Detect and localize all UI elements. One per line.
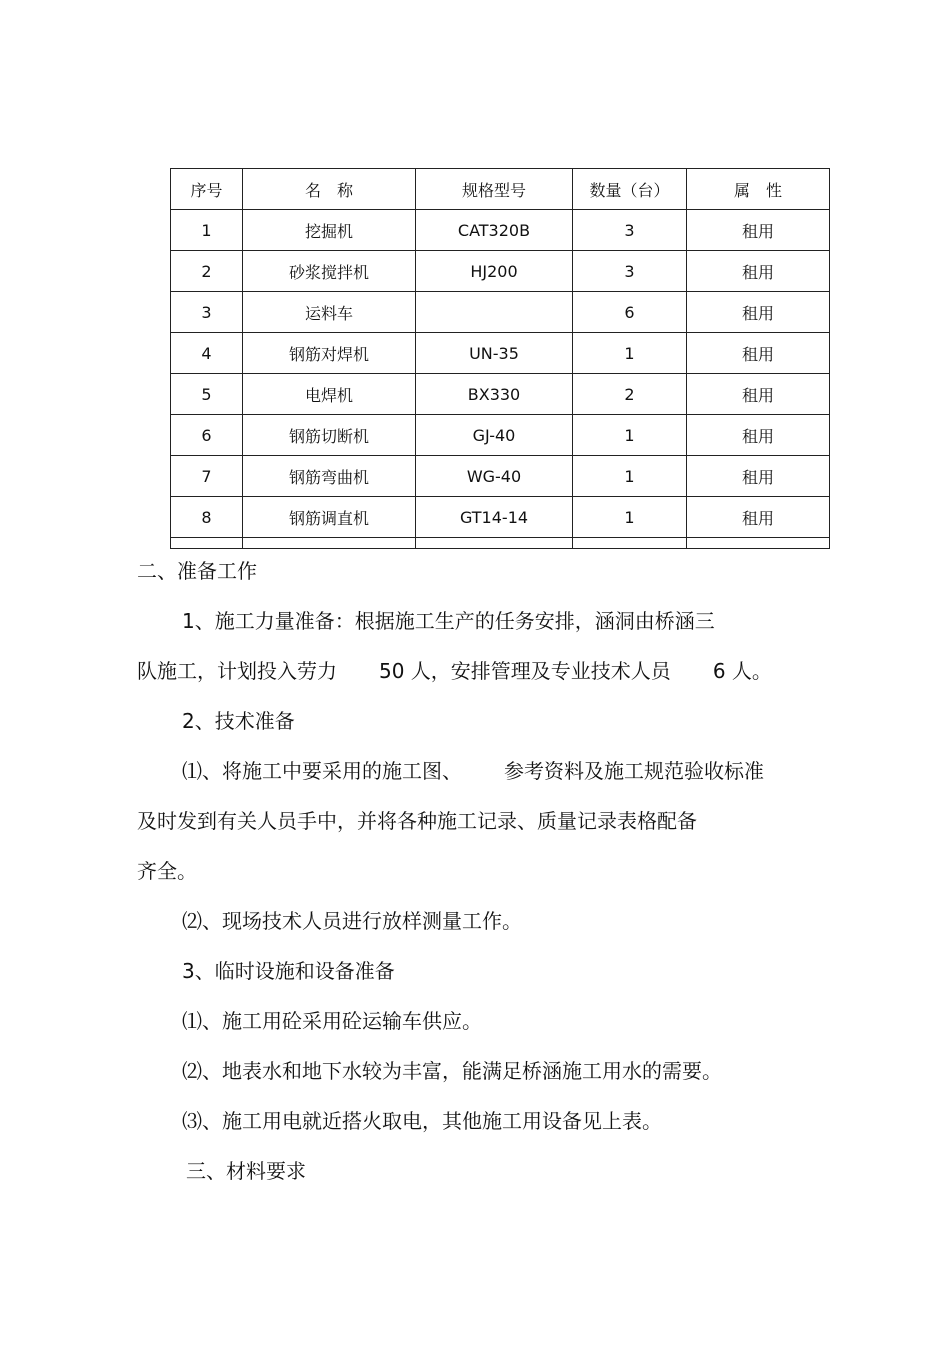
table-row-empty — [171, 538, 830, 549]
table-row — [171, 292, 830, 333]
paragraph-technical-line1 — [182, 759, 764, 783]
empty-cell — [687, 538, 830, 549]
empty-cell — [243, 538, 416, 549]
manpower-text-c: 6 人。 — [712, 659, 772, 683]
table-row — [171, 456, 830, 497]
cell-attribute: 租用 — [687, 251, 830, 292]
cell-index: 2 — [171, 251, 243, 292]
cell-attribute: 租用 — [687, 497, 830, 538]
cell-name: 挖掘机 — [243, 210, 416, 251]
manpower-text-a: 队施工，计划投入劳力 — [137, 659, 337, 683]
cell-quantity: 3 — [573, 210, 687, 251]
paragraph-manpower-line2 — [137, 659, 772, 683]
table-header-row — [171, 169, 830, 210]
header-index: 序号 — [171, 169, 243, 210]
table-row — [171, 333, 830, 374]
cell-quantity: 3 — [573, 251, 687, 292]
cell-attribute: 租用 — [687, 292, 830, 333]
header-quantity: 数量（台） — [573, 169, 687, 210]
section-heading-materials: 三、材料要求 — [186, 1159, 306, 1183]
cell-attribute: 租用 — [687, 374, 830, 415]
header-name: 名 称 — [243, 169, 416, 210]
cell-index: 8 — [171, 497, 243, 538]
cell-quantity: 2 — [573, 374, 687, 415]
section-heading-preparation: 二、准备工作 — [137, 559, 257, 583]
cell-index: 5 — [171, 374, 243, 415]
paragraph-water: ⑵、地表水和地下水较为丰富，能满足桥涵施工用水的需要。 — [182, 1059, 722, 1083]
cell-index: 4 — [171, 333, 243, 374]
cell-name: 钢筋切断机 — [243, 415, 416, 456]
cell-model: UN-35 — [416, 333, 573, 374]
empty-cell — [171, 538, 243, 549]
cell-attribute: 租用 — [687, 333, 830, 374]
header-model: 规格型号 — [416, 169, 573, 210]
cell-name: 砂浆搅拌机 — [243, 251, 416, 292]
cell-name: 钢筋弯曲机 — [243, 456, 416, 497]
cell-attribute: 租用 — [687, 415, 830, 456]
header-attribute: 属 性 — [687, 169, 830, 210]
subheading-facilities: 3、临时设施和设备准备 — [182, 959, 395, 983]
cell-model: CAT320B — [416, 210, 573, 251]
paragraph-concrete: ⑴、施工用砼采用砼运输车供应。 — [182, 1009, 482, 1033]
equipment-table — [170, 168, 830, 549]
cell-attribute: 租用 — [687, 210, 830, 251]
paragraph-technical-line2: 及时发到有关人员手中，并将各种施工记录、质量记录表格配备 — [137, 809, 697, 833]
cell-index: 6 — [171, 415, 243, 456]
cell-name: 钢筋对焊机 — [243, 333, 416, 374]
subheading-technical: 2、技术准备 — [182, 709, 295, 733]
cell-model: HJ200 — [416, 251, 573, 292]
cell-quantity: 1 — [573, 497, 687, 538]
cell-name: 钢筋调直机 — [243, 497, 416, 538]
cell-model: GT14-14 — [416, 497, 573, 538]
table-row — [171, 374, 830, 415]
table-row — [171, 497, 830, 538]
cell-index: 1 — [171, 210, 243, 251]
table-row — [171, 415, 830, 456]
empty-cell — [416, 538, 573, 549]
cell-model: WG-40 — [416, 456, 573, 497]
cell-quantity: 6 — [573, 292, 687, 333]
manpower-text-b: 50 人，安排管理及专业技术人员 — [379, 659, 671, 683]
cell-name: 电焊机 — [243, 374, 416, 415]
cell-attribute: 租用 — [687, 456, 830, 497]
technical-text-b: 参考资料及施工规范验收标准 — [504, 759, 764, 783]
technical-text-a: ⑴、将施工中要采用的施工图、 — [182, 759, 462, 783]
paragraph-manpower-line1: 1、施工力量准备：根据施工生产的任务安排，涵洞由桥涵三 — [182, 609, 715, 633]
cell-quantity: 1 — [573, 456, 687, 497]
cell-model — [416, 292, 573, 333]
table-row — [171, 251, 830, 292]
cell-index: 7 — [171, 456, 243, 497]
cell-quantity: 1 — [573, 333, 687, 374]
cell-name: 运料车 — [243, 292, 416, 333]
empty-cell — [573, 538, 687, 549]
cell-quantity: 1 — [573, 415, 687, 456]
paragraph-technical-line3: 齐全。 — [137, 859, 197, 883]
table-row — [171, 210, 830, 251]
paragraph-power: ⑶、施工用电就近搭火取电，其他施工用设备见上表。 — [182, 1109, 662, 1133]
cell-index: 3 — [171, 292, 243, 333]
paragraph-survey: ⑵、现场技术人员进行放样测量工作。 — [182, 909, 522, 933]
cell-model: BX330 — [416, 374, 573, 415]
cell-model: GJ-40 — [416, 415, 573, 456]
